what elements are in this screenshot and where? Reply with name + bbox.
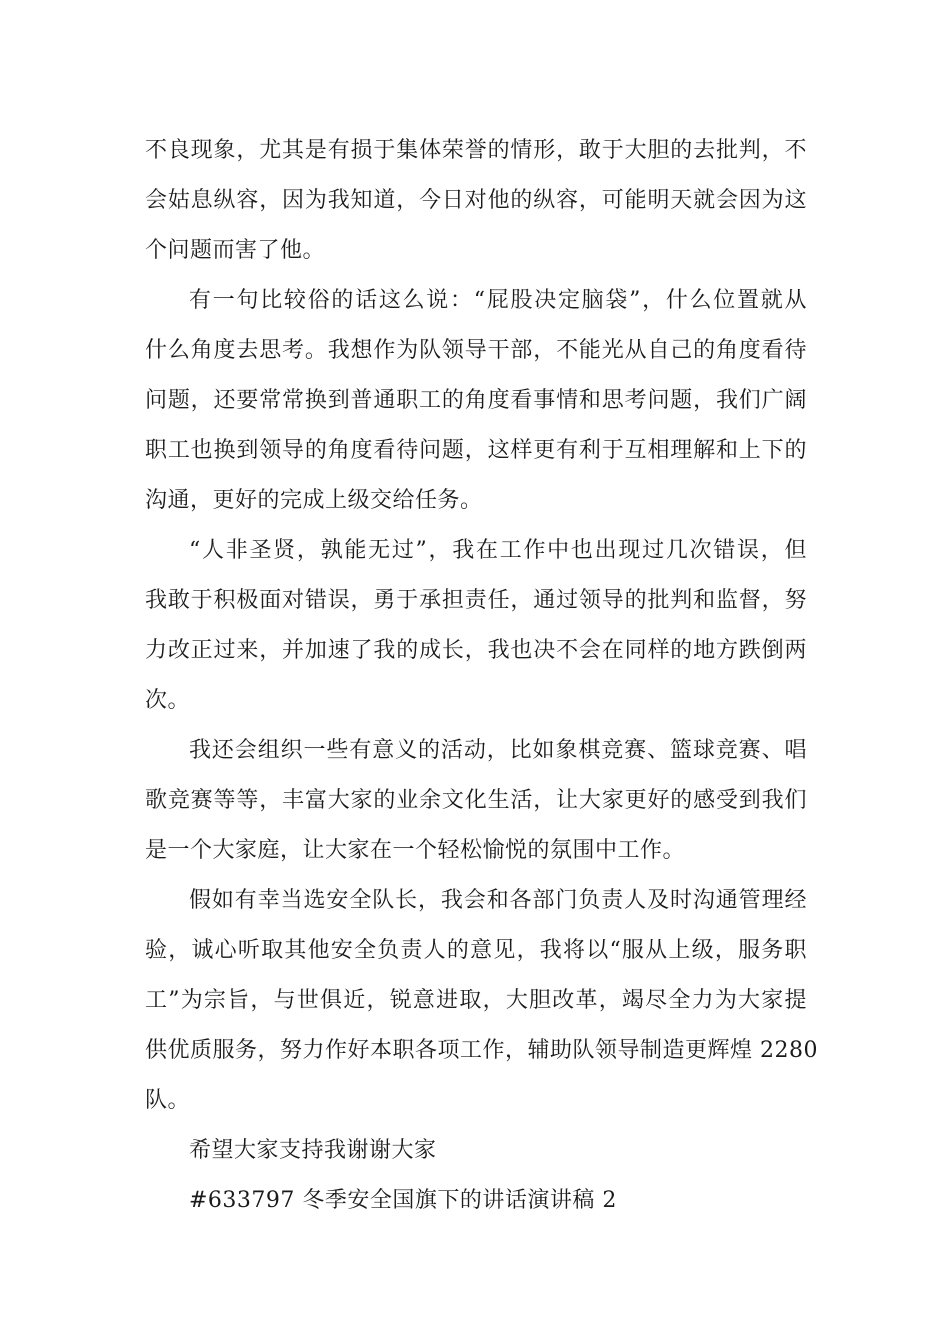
text-line: #633797 冬季安全国旗下的讲话演讲稿 2	[189, 1188, 617, 1213]
text-line: 问题，还要常常换到普通职工的角度看事情和思考问题，我们广阔	[145, 388, 807, 413]
paragraph	[145, 876, 818, 1126]
text-line: 验，诚心听取其他安全负责人的意见，我将以“服从上级，服务职	[145, 938, 807, 963]
document-page	[145, 126, 818, 1226]
text-line: 沟通，更好的完成上级交给任务。	[145, 488, 483, 513]
text-line: 假如有幸当选安全队长，我会和各部门负责人及时沟通管理经	[189, 888, 807, 913]
text-line: 歌竞赛等等，丰富大家的业余文化生活，让大家更好的感受到我们	[145, 788, 807, 813]
text-line: 供优质服务，努力作好本职各项工作，辅助队领导制造更辉煌 2280	[145, 1038, 818, 1063]
text-line: 什么角度去思考。我想作为队领导干部，不能光从自己的角度看待	[145, 338, 807, 363]
text-line: 我敢于积极面对错误，勇于承担责任，通过领导的批判和监督，努	[145, 588, 807, 613]
text-line: 工”为宗旨，与世俱近，锐意进取，大胆改革，竭尽全力为大家提	[145, 988, 807, 1013]
paragraph	[145, 526, 807, 726]
text-line: 会姑息纵容，因为我知道，今日对他的纵容，可能明天就会因为这	[145, 188, 807, 213]
text-line: 个问题而害了他。	[145, 238, 326, 263]
text-line: 希望大家支持我谢谢大家	[189, 1138, 437, 1163]
paragraph	[145, 1176, 807, 1226]
text-line: 次。	[145, 688, 191, 713]
text-line: “人非圣贤，孰能无过”，我在工作中也出现过几次错误，但	[189, 538, 807, 563]
text-line: 有一句比较俗的话这么说：“屁股决定脑袋”，什么位置就从	[189, 288, 807, 313]
text-line: 是一个大家庭，让大家在一个轻松愉悦的氛围中工作。	[145, 838, 686, 863]
text-line: 我还会组织一些有意义的活动，比如象棋竞赛、篮球竞赛、唱	[189, 738, 807, 763]
text-line: 队。	[145, 1088, 191, 1113]
paragraph	[145, 1126, 807, 1176]
text-line: 职工也换到领导的角度看待问题，这样更有利于互相理解和上下的	[145, 438, 807, 463]
paragraph	[145, 726, 807, 876]
text-line: 力改正过来，并加速了我的成长，我也决不会在同样的地方跌倒两	[145, 638, 807, 663]
paragraph	[145, 126, 807, 276]
document-body	[145, 126, 818, 1226]
paragraph	[145, 276, 807, 526]
text-line: 不良现象，尤其是有损于集体荣誉的情形，敢于大胆的去批判，不	[145, 138, 807, 163]
